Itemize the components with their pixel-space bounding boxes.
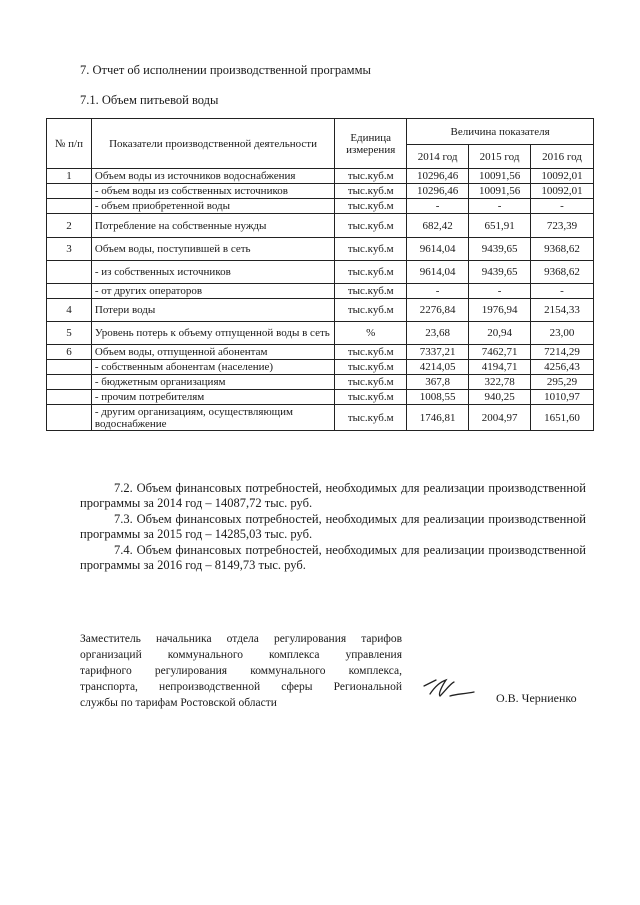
row-unit: тыс.куб.м <box>335 199 407 214</box>
row-indicator: Потери воды <box>91 299 334 322</box>
table-row <box>47 184 594 199</box>
header-indicator: Показатели производственной деятельности <box>91 119 334 169</box>
header-num: № п/п <box>47 119 92 169</box>
row-value-2016: 1010,97 <box>531 390 594 405</box>
signature-line: службы по тарифам Ростовской области <box>80 697 277 709</box>
header-year: 2016 год <box>531 145 594 169</box>
row-unit: тыс.куб.м <box>335 184 407 199</box>
row-indicator: - из собственных источников <box>91 261 334 284</box>
table-row <box>47 238 594 261</box>
signature-line: Заместитель начальника отдела регулирования тарифов <box>80 633 402 645</box>
row-number <box>47 375 92 390</box>
row-value-2015: 9439,65 <box>469 238 531 261</box>
row-value-2016: 7214,29 <box>531 345 594 360</box>
row-unit: тыс.куб.м <box>335 360 407 375</box>
table-row <box>47 390 594 405</box>
row-number: 2 <box>47 214 92 238</box>
row-value-2014: 9614,04 <box>407 261 469 284</box>
row-value-2014: - <box>407 199 469 214</box>
row-number: 3 <box>47 238 92 261</box>
row-indicator: Объем воды из источников водоснабжения <box>91 169 334 184</box>
row-number <box>47 360 92 375</box>
row-indicator: Уровень потерь к объему отпущенной воды в сеть <box>91 322 334 345</box>
row-value-2015: 651,91 <box>469 214 531 238</box>
signatory-name: О.В. Черниенко <box>496 691 577 705</box>
row-number: 6 <box>47 345 92 360</box>
row-value-2016: 4256,43 <box>531 360 594 375</box>
row-value-2014: 2276,84 <box>407 299 469 322</box>
header-year: 2015 год <box>469 145 531 169</box>
row-value-2016: 10092,01 <box>531 184 594 199</box>
row-indicator: Объем воды, отпущенной абонентам <box>91 345 334 360</box>
row-value-2015: 20,94 <box>469 322 531 345</box>
signature-line: организаций коммунального комплекса управления <box>80 649 402 661</box>
table-row <box>47 199 594 214</box>
row-number: 1 <box>47 169 92 184</box>
paragraph-7-2: 7.2. Объем финансовых потребностей, необходимых для реализации производственной программы за 2014 год – 14087,72 тыс. руб. <box>80 481 586 510</box>
row-indicator: Потребление на собственные нужды <box>91 214 334 238</box>
table-row <box>47 169 594 184</box>
row-value-2014: 367,8 <box>407 375 469 390</box>
row-value-2016: 1651,60 <box>531 405 594 431</box>
row-value-2015: 2004,97 <box>469 405 531 431</box>
row-indicator: - объем приобретенной воды <box>91 199 334 214</box>
row-value-2016: 10092,01 <box>531 169 594 184</box>
signature-line: тарифного регулирования коммунального комплекса, <box>80 665 402 677</box>
row-unit: тыс.куб.м <box>335 214 407 238</box>
row-value-2015: 10091,56 <box>469 184 531 199</box>
row-number: 5 <box>47 322 92 345</box>
row-indicator: - прочим потребителям <box>91 390 334 405</box>
table-row <box>47 299 594 322</box>
row-unit: тыс.куб.м <box>335 299 407 322</box>
row-unit: тыс.куб.м <box>335 345 407 360</box>
row-value-2015: - <box>469 199 531 214</box>
row-value-2015: 9439,65 <box>469 261 531 284</box>
row-value-2015: 322,78 <box>469 375 531 390</box>
row-unit: тыс.куб.м <box>335 284 407 299</box>
row-number <box>47 261 92 284</box>
row-number <box>47 184 92 199</box>
table-row <box>47 405 594 431</box>
section-title: 7. Отчет об исполнении производственной программы <box>80 63 371 77</box>
row-value-2015: 7462,71 <box>469 345 531 360</box>
row-unit: тыс.куб.м <box>335 375 407 390</box>
row-value-2016: 295,29 <box>531 375 594 390</box>
row-value-2014: 1746,81 <box>407 405 469 431</box>
row-number <box>47 284 92 299</box>
header-value: Величина показателя <box>407 119 594 145</box>
row-value-2014: 10296,46 <box>407 169 469 184</box>
signature-line: транспорта, непроизводственной сферы Региональной <box>80 681 402 693</box>
row-number <box>47 390 92 405</box>
row-value-2014: 9614,04 <box>407 238 469 261</box>
table-row <box>47 214 594 238</box>
row-indicator: - объем воды из собственных источников <box>91 184 334 199</box>
paragraph-7-4: 7.4. Объем финансовых потребностей, необходимых для реализации производственной программы за 2016 год – 8149,73 тыс. руб. <box>80 543 586 572</box>
row-value-2016: - <box>531 199 594 214</box>
row-value-2015: 10091,56 <box>469 169 531 184</box>
row-unit: тыс.куб.м <box>335 238 407 261</box>
row-value-2015: 1976,94 <box>469 299 531 322</box>
row-value-2014: 682,42 <box>407 214 469 238</box>
row-value-2015: 4194,71 <box>469 360 531 375</box>
subsection-title: 7.1. Объем питьевой воды <box>80 93 219 107</box>
row-value-2014: 7337,21 <box>407 345 469 360</box>
row-value-2014: 23,68 <box>407 322 469 345</box>
row-unit: тыс.куб.м <box>335 261 407 284</box>
row-value-2014: 4214,05 <box>407 360 469 375</box>
row-number <box>47 405 92 431</box>
row-indicator: Объем воды, поступившей в сеть <box>91 238 334 261</box>
row-unit: тыс.куб.м <box>335 405 407 431</box>
header-unit: Единица измерения <box>335 119 407 169</box>
row-indicator: - другим организациям, осуществляющим водоснабжение <box>91 405 334 431</box>
table-row <box>47 345 594 360</box>
row-number: 4 <box>47 299 92 322</box>
paragraph-7-3: 7.3. Объем финансовых потребностей, необходимых для реализации производственной программы за 2015 год – 14285,03 тыс. руб. <box>80 512 586 541</box>
row-value-2016: 23,00 <box>531 322 594 345</box>
row-value-2015: - <box>469 284 531 299</box>
table-row <box>47 284 594 299</box>
row-unit: тыс.куб.м <box>335 390 407 405</box>
row-value-2014: - <box>407 284 469 299</box>
row-value-2016: 9368,62 <box>531 261 594 284</box>
row-value-2014: 1008,55 <box>407 390 469 405</box>
row-unit: % <box>335 322 407 345</box>
table-row <box>47 261 594 284</box>
table-row <box>47 322 594 345</box>
row-unit: тыс.куб.м <box>335 169 407 184</box>
water-volume-table <box>46 118 594 431</box>
table-row <box>47 375 594 390</box>
row-number <box>47 199 92 214</box>
row-value-2016: 2154,33 <box>531 299 594 322</box>
row-value-2016: 9368,62 <box>531 238 594 261</box>
row-indicator: - собственным абонентам (население) <box>91 360 334 375</box>
row-value-2014: 10296,46 <box>407 184 469 199</box>
table-row <box>47 360 594 375</box>
header-year: 2014 год <box>407 145 469 169</box>
row-indicator: - от других операторов <box>91 284 334 299</box>
handwritten-signature <box>420 672 480 708</box>
signature-block <box>80 631 402 711</box>
row-value-2015: 940,25 <box>469 390 531 405</box>
row-value-2016: - <box>531 284 594 299</box>
row-indicator: - бюджетным организациям <box>91 375 334 390</box>
row-value-2016: 723,39 <box>531 214 594 238</box>
